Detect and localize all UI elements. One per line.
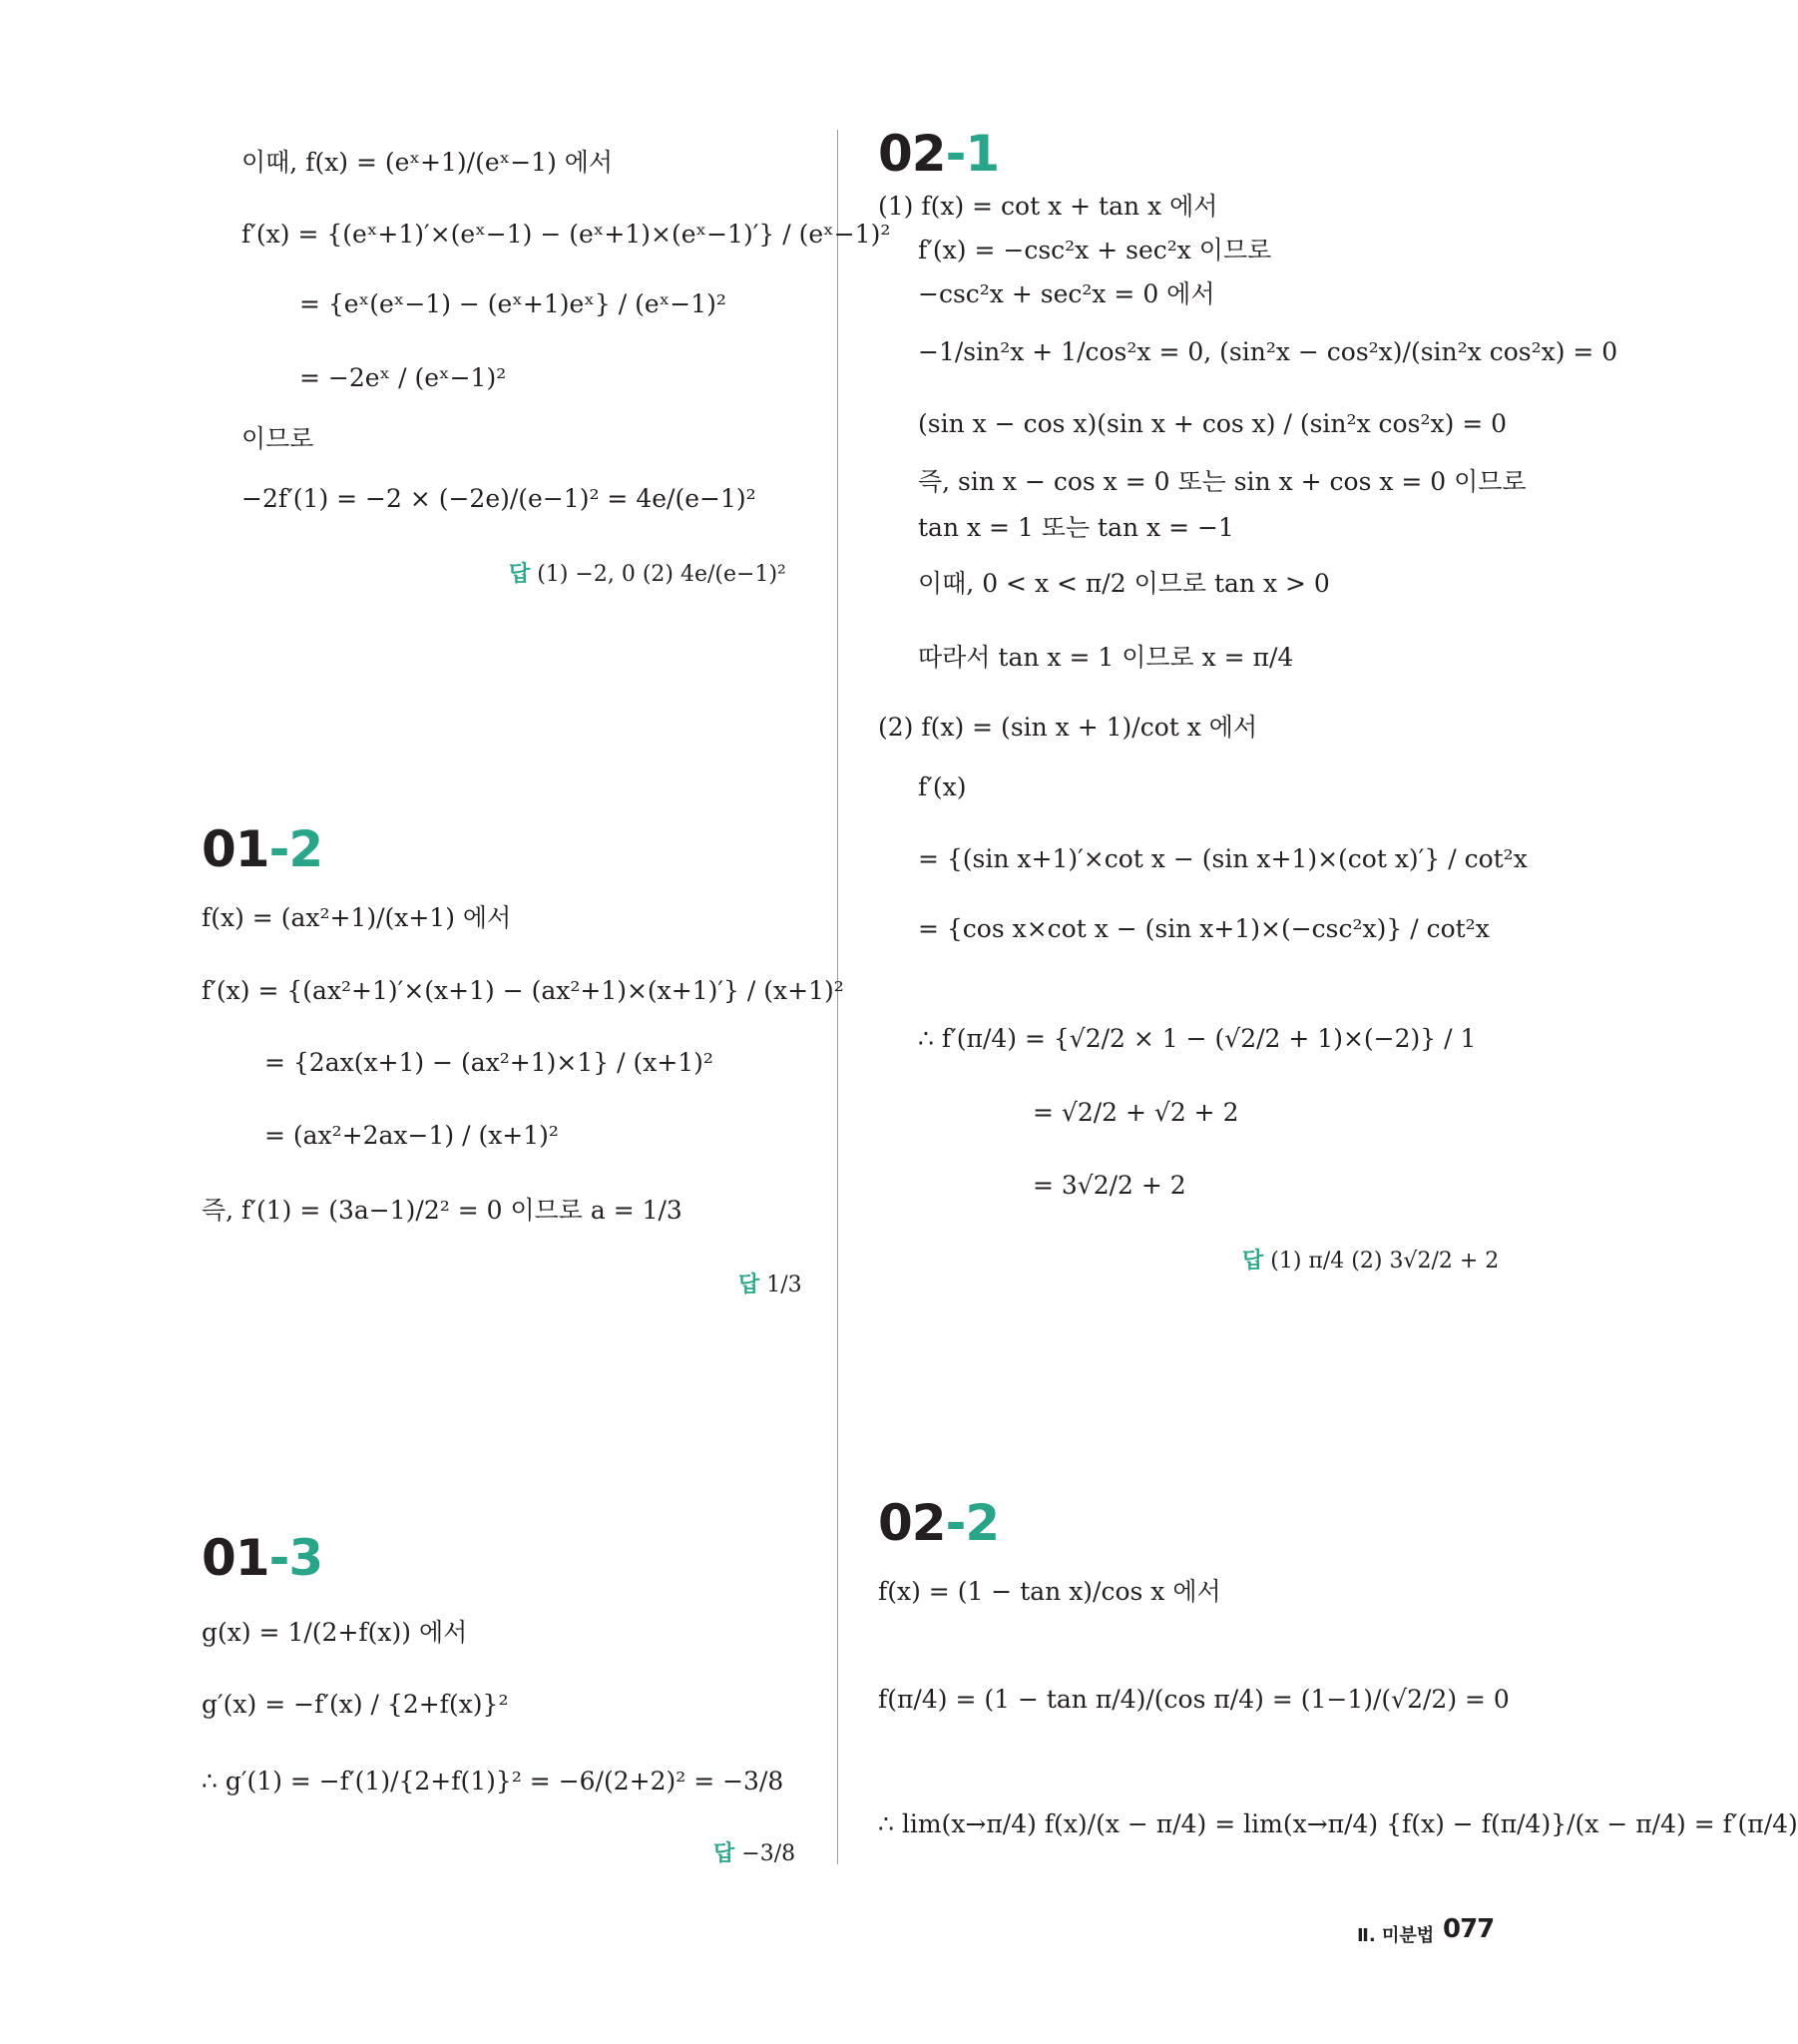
heading-sub-number: -2 bbox=[268, 820, 323, 878]
solution-line: = {cos x×cot x − (sin x+1)×(−csc²x)} / cot²x bbox=[918, 914, 1490, 943]
solution-line: g′(x) = −f′(x) / {2+f(x)}² bbox=[202, 1690, 509, 1719]
solution-line: 따라서 tan x = 1 이므로 x = π/4 bbox=[918, 643, 1294, 672]
solution-line: (2) f(x) = (sin x + 1)/cot x 에서 bbox=[878, 713, 1258, 742]
problem-heading bbox=[202, 1529, 322, 1587]
solution-line: f(π/4) = (1 − tan π/4)/(cos π/4) = (1−1)/(√2/2) = 0 bbox=[878, 1685, 1510, 1714]
answer bbox=[1242, 1244, 1499, 1275]
answer-text: (1) −2, 0 (2) 4e/(e−1)² bbox=[537, 562, 786, 587]
solution-line: = √2/2 + √2 + 2 bbox=[1033, 1098, 1239, 1127]
solution-line: f′(x) = {(ax²+1)′×(x+1) − (ax²+1)×(x+1)′} / (x+1)² bbox=[202, 976, 844, 1005]
solution-line: = −2eˣ / (eˣ−1)² bbox=[299, 363, 507, 392]
solution-line: 이므로 bbox=[241, 424, 314, 453]
problem-heading bbox=[202, 820, 322, 878]
answer bbox=[738, 1268, 802, 1298]
solution-line: 이때, f(x) = (eˣ+1)/(eˣ−1) 에서 bbox=[241, 148, 614, 177]
solution-line: ∴ lim(x→π/4) f(x)/(x − π/4) = lim(x→π/4) {f(x) − f(π/4)}/(x − π/4) = f′(π/4) bbox=[878, 1809, 1798, 1838]
solution-line: tan x = 1 또는 tan x = −1 bbox=[918, 513, 1234, 542]
solution-line: f′(x) = −csc²x + sec²x 이므로 bbox=[918, 236, 1272, 264]
solution-line: f(x) = (1 − tan x)/cos x 에서 bbox=[878, 1577, 1221, 1606]
heading-number: 01 bbox=[202, 820, 269, 878]
solution-line: f′(x) bbox=[918, 772, 967, 801]
answer-label: 답 bbox=[713, 1841, 735, 1866]
solution-line: g(x) = 1/(2+f(x)) 에서 bbox=[202, 1618, 468, 1647]
solution-line: 이때, 0 < x < π/2 이므로 tan x > 0 bbox=[918, 569, 1330, 598]
answer-text: −3/8 bbox=[741, 1841, 796, 1866]
solution-line: ∴ g′(1) = −f′(1)/{2+f(1)}² = −6/(2+2)² = −3/8 bbox=[202, 1767, 784, 1795]
answer bbox=[509, 557, 786, 588]
answer-text: (1) π/4 (2) 3√2/2 + 2 bbox=[1270, 1249, 1500, 1274]
heading-sub-number: -2 bbox=[945, 1494, 1000, 1552]
answer bbox=[713, 1836, 795, 1867]
problem-heading bbox=[878, 125, 999, 183]
solution-line: = {2ax(x+1) − (ax²+1)×1} / (x+1)² bbox=[264, 1048, 713, 1077]
answer-label: 답 bbox=[738, 1273, 760, 1297]
solution-line: 즉, f′(1) = (3a−1)/2² = 0 이므로 a = 1/3 bbox=[202, 1196, 682, 1225]
solution-line: = {eˣ(eˣ−1) − (eˣ+1)eˣ} / (eˣ−1)² bbox=[299, 289, 726, 318]
heading-sub-number: -3 bbox=[268, 1529, 323, 1587]
solution-line: = (ax²+2ax−1) / (x+1)² bbox=[264, 1121, 559, 1150]
solution-line: −csc²x + sec²x = 0 에서 bbox=[918, 279, 1215, 308]
heading-number: 02 bbox=[878, 125, 946, 183]
solution-line: −1/sin²x + 1/cos²x = 0, (sin²x − cos²x)/(sin²x cos²x) = 0 bbox=[918, 337, 1618, 366]
section-label: Ⅱ. 미분법 bbox=[1357, 1925, 1435, 1946]
heading-number: 01 bbox=[202, 1529, 269, 1587]
solution-line: f′(x) = {(eˣ+1)′×(eˣ−1) − (eˣ+1)×(eˣ−1)′} / (eˣ−1)² bbox=[241, 220, 891, 249]
heading-sub-number: -1 bbox=[945, 125, 1000, 183]
page-number: 077 bbox=[1443, 1914, 1495, 1944]
heading-number: 02 bbox=[878, 1494, 946, 1552]
solution-line: (sin x − cos x)(sin x + cos x) / (sin²x cos²x) = 0 bbox=[918, 409, 1508, 438]
solution-line: −2f′(1) = −2 × (−2e)/(e−1)² = 4e/(e−1)² bbox=[241, 484, 756, 513]
solution-line: ∴ f′(π/4) = {√2/2 × 1 − (√2/2 + 1)×(−2)} / 1 bbox=[918, 1024, 1477, 1053]
solution-line: = {(sin x+1)′×cot x − (sin x+1)×(cot x)′} / cot²x bbox=[918, 844, 1528, 873]
answer-text: 1/3 bbox=[766, 1273, 802, 1297]
problem-heading bbox=[878, 1494, 999, 1552]
answer-label: 답 bbox=[509, 562, 531, 587]
solution-line: (1) f(x) = cot x + tan x 에서 bbox=[878, 192, 1218, 221]
solution-line: = 3√2/2 + 2 bbox=[1033, 1171, 1186, 1200]
solution-line: 즉, sin x − cos x = 0 또는 sin x + cos x = 0 이므로 bbox=[918, 467, 1527, 496]
answer-label: 답 bbox=[1242, 1249, 1264, 1274]
solution-line: f(x) = (ax²+1)/(x+1) 에서 bbox=[202, 903, 512, 932]
